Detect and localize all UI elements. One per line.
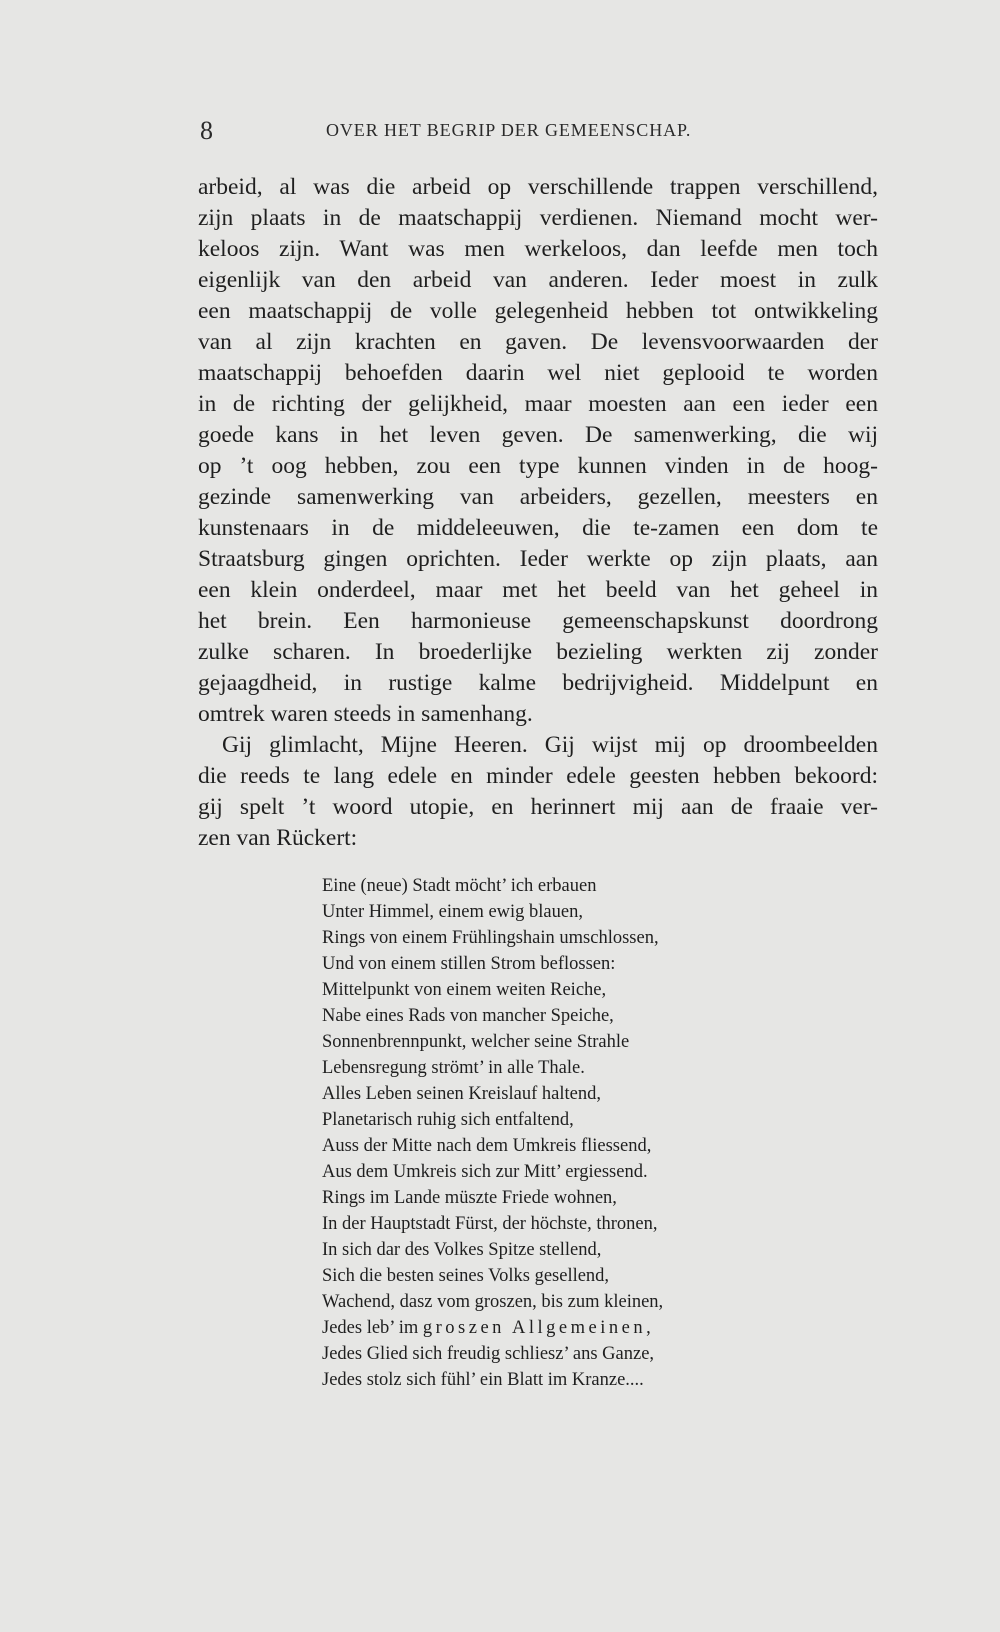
text-line: van al zijn krachten en gaven. De levensvoorwaarden der [198, 329, 878, 355]
text-line: goede kans in het leven geven. De samenwerking, die wij [198, 422, 878, 448]
poem-line: Eine (neue) Stadt möcht’ ich erbauen [322, 876, 597, 896]
poem-line: Mittelpunkt von einem weiten Reiche, [322, 980, 607, 1000]
poem-line: Wachend, dasz vom groszen, bis zum kleinen, [322, 1292, 664, 1312]
poem-line: Jedes stolz sich fühl’ ein Blatt im Kranze.... [322, 1370, 644, 1390]
text-line: een klein onderdeel, maar met het beeld van het geheel in [198, 577, 878, 603]
poem-line: Planetarisch ruhig sich entfaltend, [322, 1110, 574, 1130]
page-number: 8 [200, 116, 213, 145]
poem-line-start: Jedes leb’ im [322, 1318, 419, 1338]
poem-line: Jedes Glied sich freudig schliesz’ ans Ganze, [322, 1344, 655, 1364]
poem-line: In sich dar des Volkes Spitze stellend, [322, 1240, 602, 1260]
text-line: zen van Rückert: [198, 825, 358, 851]
poem-line: Rings von einem Frühlingshain umschlossen, [322, 928, 659, 948]
running-title: OVER HET BEGRIP DER GEMEENSCHAP. [326, 120, 692, 140]
text-line: die reeds te lang edele en minder edele geesten hebben bekoord: [198, 763, 878, 789]
poem-line: Sonnenbrennpunkt, welcher seine Strahle [322, 1032, 630, 1052]
text-line: in de richting der gelijkheid, maar moesten aan een ieder een [198, 391, 878, 417]
text-line: arbeid, al was die arbeid op verschillende trappen verschillend, [198, 174, 878, 200]
spaced-emphasis: groszen Allgemeinen, [422, 1318, 655, 1338]
text-line: op ’t oog hebben, zou een type kunnen vinden in de hoog- [198, 453, 878, 479]
poem-line: Auss der Mitte nach dem Umkreis fliessend, [322, 1136, 652, 1156]
poem-line: Unter Himmel, einem ewig blauen, [322, 902, 583, 922]
poem-line: Alles Leben seinen Kreislauf haltend, [322, 1084, 601, 1104]
text-line: omtrek waren steeds in samenhang. [198, 701, 533, 727]
text-line: gij spelt ’t woord utopie, en herinnert mij aan de fraaie ver- [198, 794, 878, 820]
body-text [198, 172, 878, 854]
page-header [200, 116, 877, 146]
poem-line: Sich die besten seines Volks gesellend, [322, 1266, 610, 1286]
text-line: gejaagdheid, in rustige kalme bedrijvigheid. Middelpunt en [198, 670, 878, 696]
text-line: het brein. Een harmonieuse gemeenschapskunst doordrong [198, 608, 878, 634]
poem-line: In der Hauptstadt Fürst, der höchste, thronen, [322, 1214, 658, 1234]
text-line: gezinde samenwerking van arbeiders, gezellen, meesters en [198, 484, 878, 510]
poem-line [322, 1315, 782, 1341]
poem-line: Und von einem stillen Strom beflossen: [322, 954, 616, 974]
text-line: Gij glimlacht, Mijne Heeren. Gij wijst mij op droombeelden [222, 732, 878, 758]
text-line: Straatsburg gingen oprichten. Ieder werkte op zijn plaats, aan [198, 546, 878, 572]
text-line: een maatschappij de volle gelegenheid hebben tot ontwikkeling [198, 298, 878, 324]
text-line: maatschappij behoefden daarin wel niet geplooid te worden [198, 360, 878, 386]
poem-line: Lebensregung strömt’ in alle Thale. [322, 1058, 585, 1078]
text-line: zijn plaats in de maatschappij verdienen. Niemand mocht wer- [198, 205, 878, 231]
poem-line: Nabe eines Rads von mancher Speiche, [322, 1006, 614, 1026]
text-line: keloos zijn. Want was men werkeloos, dan leefde men toch [198, 236, 878, 262]
text-line: kunstenaars in de middeleeuwen, die te-zamen een dom te [198, 515, 878, 541]
poem-line: Aus dem Umkreis sich zur Mitt’ ergiessend. [322, 1162, 648, 1182]
poem-line: Rings im Lande müszte Friede wohnen, [322, 1188, 617, 1208]
text-line: eigenlijk van den arbeid van anderen. Ieder moest in zulk [198, 267, 878, 293]
text-line: zulke scharen. In broederlijke bezieling werkten zij zonder [198, 639, 878, 665]
poem-quote [322, 873, 782, 1393]
